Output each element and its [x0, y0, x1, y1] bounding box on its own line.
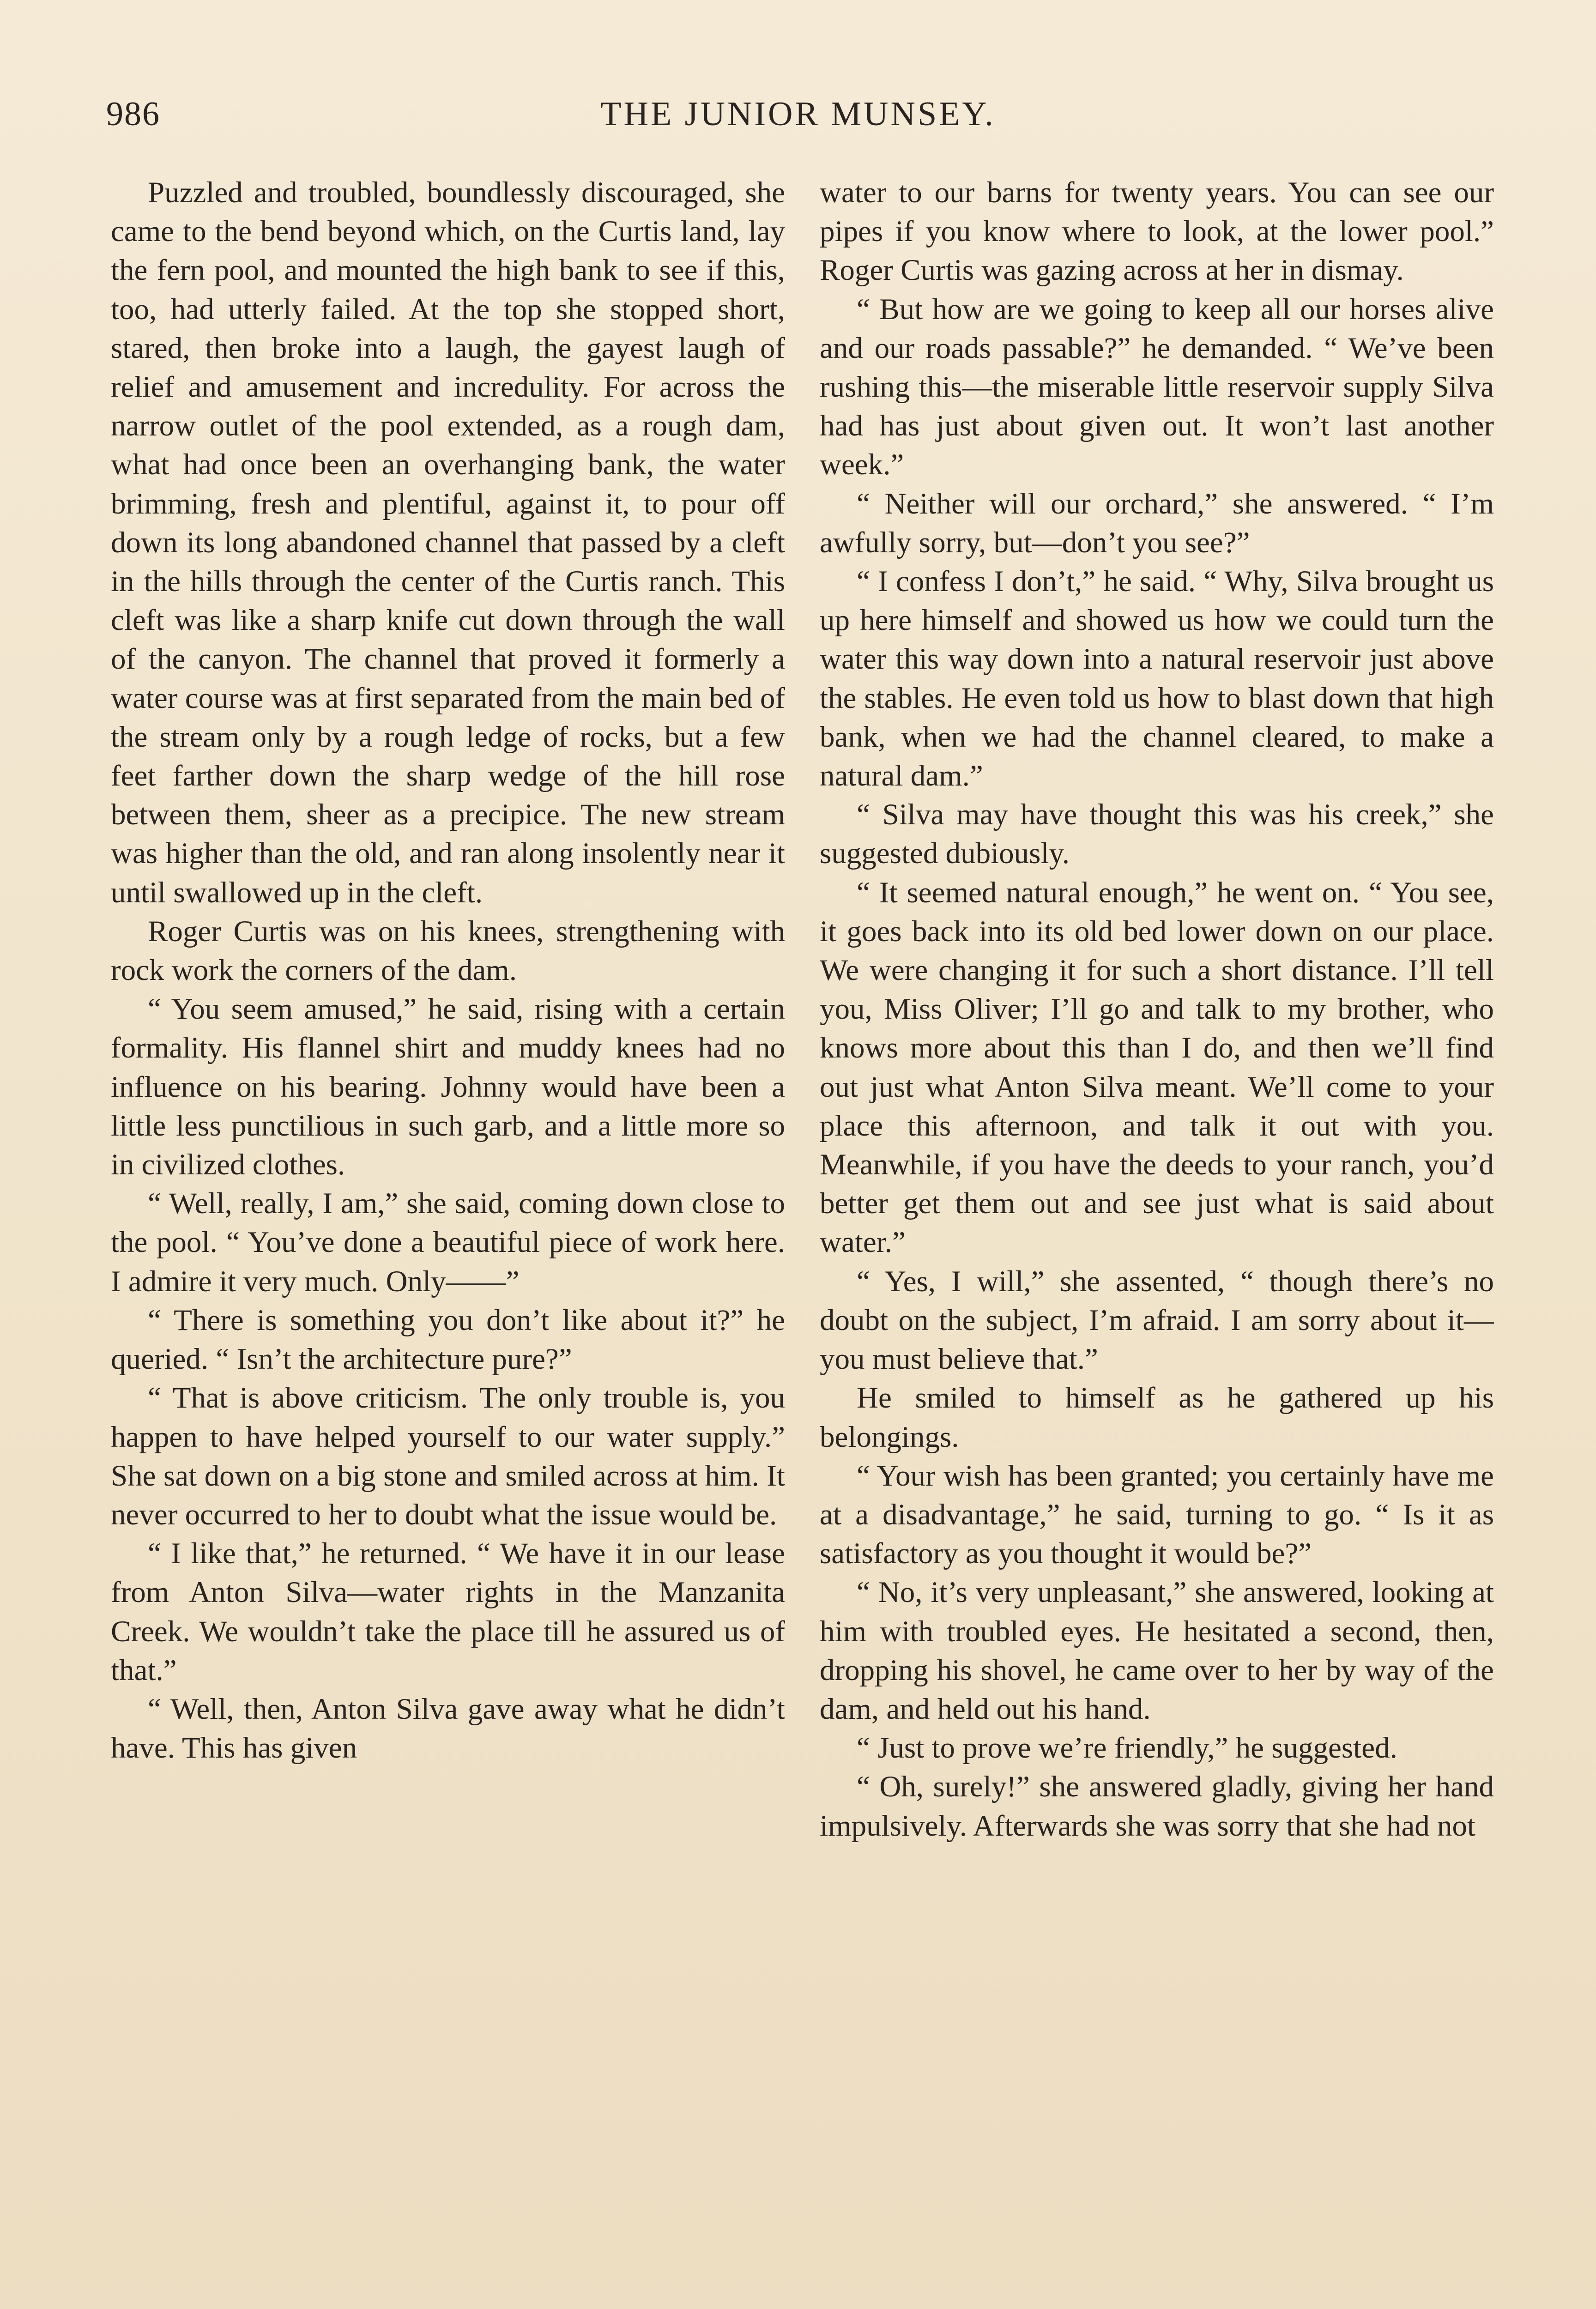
page-number: 986	[106, 95, 160, 133]
right-column	[820, 173, 1494, 2309]
running-title: THE JUNIOR MUNSEY.	[600, 95, 996, 133]
paragraph: “ Neither will our orchard,” she answered. “ I’m awfully sorry, but—don’t you see?”	[820, 487, 1494, 559]
paragraph: Roger Curtis was on his knees, strengthening with rock work the corners of the dam.	[111, 914, 785, 987]
left-column	[111, 173, 785, 2309]
paragraph: He smiled to himself as he gathered up his belongings.	[820, 1381, 1494, 1454]
page-header	[106, 95, 1490, 141]
paragraph: “ Your wish has been granted; you certainly have me at a disadvantage,” he said, turning to go. “ Is it as satisfactory as you thought it would be?”	[820, 1459, 1494, 1571]
paragraph: “ That is above criticism. The only trouble is, you happen to have helped yourself to our water supply.” She sat down on a big stone and smiled across at him. It never occurred to her to doubt what the issue would be.	[111, 1381, 785, 1531]
paragraph: “ Well, then, Anton Silva gave away what he didn’t have. This has given	[111, 1692, 785, 1765]
paragraph: “ I like that,” he returned. “ We have it in our lease from Anton Silva—water rights in the Manzanita Creek. We wouldn’t take the place till he assured us of that.”	[111, 1537, 785, 1687]
paragraph-continued: water to our barns for twenty years. You can see our pipes if you know where to look, at the lower pool.” Roger Curtis was gazing across at her in dismay.	[820, 176, 1494, 287]
paragraph: “ You seem amused,” he said, rising with a certain formality. His flannel shirt and muddy knees had no influence on his bearing. Johnny would have been a little less punctilious in such garb, and a little more so in civilized clothes.	[111, 992, 785, 1182]
paragraph: “ But how are we going to keep all our horses alive and our roads passable?” he demanded. “ We’ve been rushing this—the miserable little reservoir supply Silva had has just about given out. It won’t last another week.”	[820, 292, 1494, 482]
paragraph: “ It seemed natural enough,” he went on. “ You see, it goes back into its old bed lower down on our place. We were changing it for such a short distance. I’ll tell you, Miss Oliver; I’ll go and talk to my brother, who knows more about this than I do, and then we’ll find out just what Anton Silva meant. We’ll come to your place this afternoon, and talk it out with you. Meanwhile, if you have the deeds to your ranch, you’d better get them out and see just what is said about water.”	[820, 876, 1494, 1259]
paragraph: “ No, it’s very unpleasant,” she answered, looking at him with troubled eyes. He hesitated a second, then, dropping his shovel, he came over to her by way of the dam, and held out his hand.	[820, 1576, 1494, 1726]
paragraph: “ Just to prove we’re friendly,” he suggested.	[857, 1731, 1397, 1765]
paragraph: “ There is something you don’t like about it?” he queried. “ Isn’t the architecture pure?”	[111, 1303, 785, 1376]
paragraph: “ Well, really, I am,” she said, coming down close to the pool. “ You’ve done a beautiful piece of work here. I admire it very much. Only——”	[111, 1187, 785, 1298]
paragraph: “ Oh, surely!” she answered gladly, giving her hand impulsively. Afterwards she was sorry that she had not	[820, 1770, 1494, 1843]
paragraph: Puzzled and troubled, boundlessly discouraged, she came to the bend beyond which, on the Curtis land, lay the fern pool, and mounted the high bank to see if this, too, had utterly failed. At the top she stopped short, stared, then broke into a laugh, the gayest laugh of relief and amusement and incredulity. For across the narrow outlet of the pool extended, as a rough dam, what had once been an overhanging bank, the water brimming, fresh and plentiful, against it, to pour off down its long abandoned channel that passed by a cleft in the hills through the center of the Curtis ranch. This cleft was like a sharp knife cut down through the wall of the canyon. The channel that proved it formerly a water course was at first separated from the main bed of the stream only by a rough ledge of rocks, but a few feet farther down the sharp wedge of the hill rose between them, sheer as a precipice. The new stream was higher than the old, and ran along insolently near it until swallowed up in the cleft.	[111, 176, 785, 909]
paragraph: “ Silva may have thought this was his creek,” she suggested dubiously.	[820, 798, 1494, 870]
paragraph: “ Yes, I will,” she assented, “ though there’s no doubt on the subject, I’m afraid. I am sorry about it—you must believe that.”	[820, 1264, 1494, 1376]
paragraph: “ I confess I don’t,” he said. “ Why, Silva brought us up here himself and showed us how we could turn the water this way down into a natural reservoir just above the stables. He even told us how to blast down that high bank, when we had the channel cleared, to make a natural dam.”	[820, 565, 1494, 793]
